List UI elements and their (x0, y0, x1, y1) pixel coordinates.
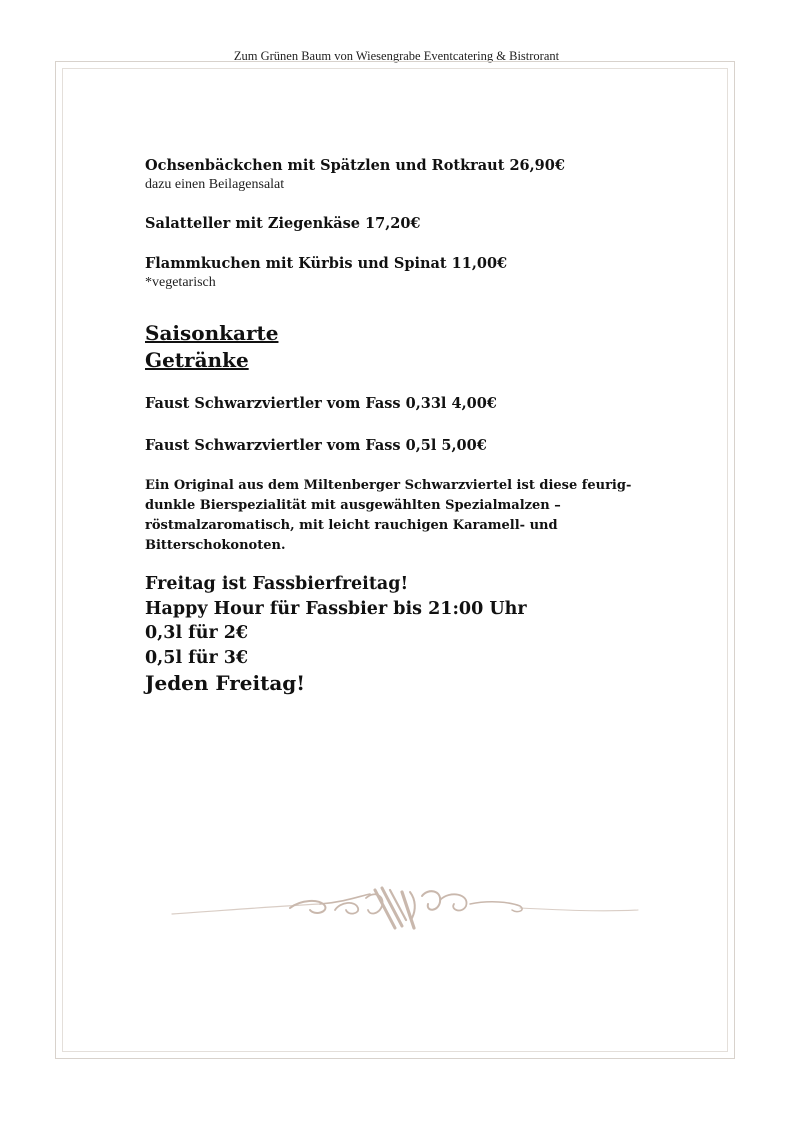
description-line: dunkle Bierspezialität mit ausgewählten Spezialmalzen – (145, 498, 561, 513)
drink-item-title: Faust Schwarzviertler vom Fass 0,5l 5,00€ (145, 437, 487, 454)
page-header: Zum Grünen Baum von Wiesengrabe Eventcatering & Bistrorant (233, 49, 560, 63)
menu-item (145, 214, 705, 234)
drink-item-title: Faust Schwarzviertler vom Fass 0,33l 4,00€ (145, 395, 497, 412)
description-line: Bitterschokonoten. (145, 538, 286, 553)
cutlery-flourish-icon (170, 880, 640, 940)
description-line: Ein Original aus dem Miltenberger Schwarzviertel ist diese feurig- (145, 478, 632, 493)
section-heading-saisonkarte: Saisonkarte (145, 321, 279, 345)
menu-content (145, 156, 705, 696)
menu-item-title: Ochsenbäckchen mit Spätzlen und Rotkraut 26,90€ (145, 157, 565, 174)
menu-item (145, 254, 705, 292)
beer-description (145, 476, 705, 556)
section-heading-getraenke: Getränke (145, 348, 249, 372)
promo-line: 0,5l für 3€ (145, 647, 249, 668)
promo-line: Freitag ist Fassbierfreitag! (145, 574, 409, 594)
promo-line: 0,3l für 2€ (145, 623, 249, 643)
menu-item-title: Flammkuchen mit Kürbis und Spinat 11,00€ (145, 255, 508, 272)
menu-item-title: Salatteller mit Ziegenkäse 17,20€ (145, 215, 421, 232)
promo-line: Happy Hour für Fassbier bis 21:00 Uhr (145, 598, 527, 619)
promo-line-emphasis: Jeden Freitag! (145, 671, 306, 695)
promo-block (145, 572, 705, 696)
menu-item-subtitle: *vegetarisch (145, 275, 216, 290)
menu-item-subtitle: dazu einen Beilagensalat (145, 177, 285, 192)
menu-item (145, 156, 705, 194)
description-line: röstmalzaromatisch, mit leicht rauchigen Karamell- und (145, 518, 558, 533)
